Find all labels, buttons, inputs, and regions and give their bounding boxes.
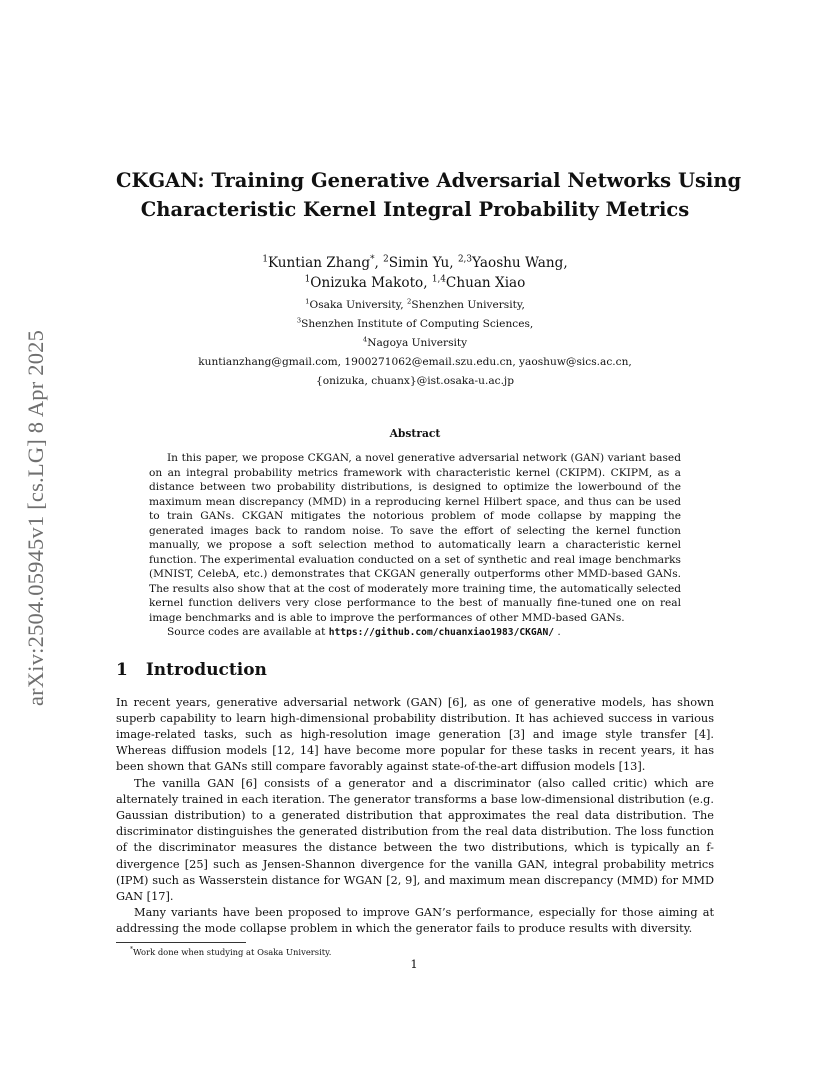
paper-title bbox=[116, 166, 742, 224]
affil-mark: 1 bbox=[262, 254, 268, 265]
source-code-text: Source codes are available at bbox=[167, 626, 326, 638]
author-name: Simin Yu, bbox=[388, 255, 454, 271]
footnote-rule bbox=[116, 942, 246, 943]
title-line-1: CKGAN: Training Generative Adversarial Networks Using bbox=[116, 169, 742, 192]
body-paragraph: Many variants have been proposed to improve GAN’s performance, especially for those aiming at addressing the mode collapse problem in which the generator fails to produce results with diversity. bbox=[116, 906, 714, 936]
author-line-2 bbox=[116, 273, 714, 293]
arxiv-stamp bbox=[20, 292, 52, 744]
abstract bbox=[149, 451, 681, 641]
affil-mark: 2,3 bbox=[457, 254, 472, 265]
footnote-mark: * bbox=[370, 254, 375, 265]
section-heading bbox=[116, 657, 714, 683]
paper-page bbox=[116, 166, 742, 958]
affiliations bbox=[116, 296, 714, 391]
footnote-text: Work done when studying at Osaka University. bbox=[133, 946, 332, 957]
affil-mark: 4 bbox=[362, 335, 368, 344]
author-name: Onizuka Makoto, bbox=[310, 275, 428, 291]
body-paragraph: The vanilla GAN [6] consists of a generator and a discriminator (also called critic) which are alternately trained in each iteration. The generator transforms a base low-dimensional distribution (e.g. Gaussian distribution) to a generated distribution that approximates the real data distribution. The discriminator distinguishes the generated distribution from the real data distribution. The loss function of the discriminator measures the distance between the two distributions, which is typically an f-divergence [25] such as Jensen-Shannon divergence for the vanilla GAN, integral probability metrics (IPM) such as Wasserstein distance for WGAN [2, 9], and maximum mean discrepancy (MMD) for MMD GAN [17]. bbox=[116, 776, 714, 903]
author-line-1: $^1$Kuntian Zhang*, $^2$Simin Yu, $^{2,3}$Yaoshu Wang, bbox=[262, 254, 568, 271]
author-name: Chuan Xiao bbox=[445, 275, 526, 291]
affiliation-line bbox=[116, 296, 714, 315]
footnote bbox=[116, 946, 714, 958]
author-list bbox=[116, 253, 714, 293]
affiliation-shenzhen: Shenzhen University, bbox=[411, 299, 525, 311]
footnote-mark: * bbox=[130, 945, 133, 953]
abstract-paragraph: In this paper, we propose CKGAN, a novel generative adversarial network (GAN) variant based on an integral probability metrics framework with characteristic kernel (CKIPM). CKIPM, as a distance between two probability distributions, is designed to optimize the lowerbound of the maximum mean discrepancy (MMD) in a reproducing kernel Hilbert space, and thus can be used to train GANs. CKGAN mitigates the notorious problem of mode collapse by mapping the generated images back to random noise. To save the effort of selecting the kernel function manually, we propose a soft selection method to automatically learn a characteristic kernel function. The experimental evaluation conducted on a set of synthetic and real image benchmarks (MNIST, CelebA, etc.) demonstrates that CKGAN generally outperforms other MMD-based GANs. The results also show that at the cost of moderately more training time, the automatically selected kernel function delivers very close performance to the best of manually fine-tuned one on real image benchmarks and is able to improve the performances of other MMD-based GANs. bbox=[149, 452, 681, 624]
abstract-paragraph bbox=[149, 625, 681, 641]
affil-mark: 3 bbox=[296, 316, 302, 325]
body-paragraph: In recent years, generative adversarial network (GAN) [6], as one of generative models, has shown superb capability to learn high-dimensional probability distribution. It has achieved success in various image-related tasks, such as high-resolution image generation [3] and image style transfer [4]. Whereas diffusion models [12, 14] have become more popular for these tasks in recent years, it has been shown that GANs still compare favorably against state-of-the-art diffusion models [13]. bbox=[116, 695, 714, 774]
affiliation-line bbox=[116, 334, 714, 353]
email-line: {onizuka, chuanx}@ist.osaka-u.ac.jp bbox=[316, 375, 514, 387]
affil-mark: 2 bbox=[383, 254, 389, 265]
section-body bbox=[116, 695, 714, 938]
affil-mark: 1,4 bbox=[431, 274, 446, 285]
author-name: Kuntian Zhang bbox=[267, 255, 371, 271]
email-line: kuntianzhang@gmail.com, 1900271062@email.szu.edu.cn, yaoshuw@sics.ac.cn, bbox=[198, 356, 632, 368]
period: . bbox=[557, 626, 561, 638]
affiliation-nagoya: Nagoya University bbox=[367, 337, 468, 349]
section-number: 1 bbox=[116, 659, 128, 680]
arxiv-identifier: arXiv:2504.05945v1 [cs.LG] 8 Apr 2025 bbox=[23, 329, 48, 707]
affiliation-sics: Shenzhen Institute of Computing Sciences, bbox=[301, 318, 534, 330]
page-number: 1 bbox=[410, 957, 418, 971]
affil-mark: 1 bbox=[305, 297, 310, 306]
affiliation-osaka: Osaka University, bbox=[309, 299, 404, 311]
affil-mark: 1 bbox=[304, 274, 311, 285]
abstract-heading: Abstract bbox=[389, 427, 441, 440]
section-title: Introduction bbox=[145, 659, 267, 680]
affiliation-line bbox=[116, 315, 714, 334]
title-line-2: Characteristic Kernel Integral Probability Metrics bbox=[140, 198, 690, 221]
author-name: Yaoshu Wang, bbox=[471, 255, 568, 271]
source-code-link[interactable]: https://github.com/chuanxiao1983/CKGAN/ bbox=[328, 627, 555, 638]
affil-mark: 2 bbox=[406, 297, 412, 306]
